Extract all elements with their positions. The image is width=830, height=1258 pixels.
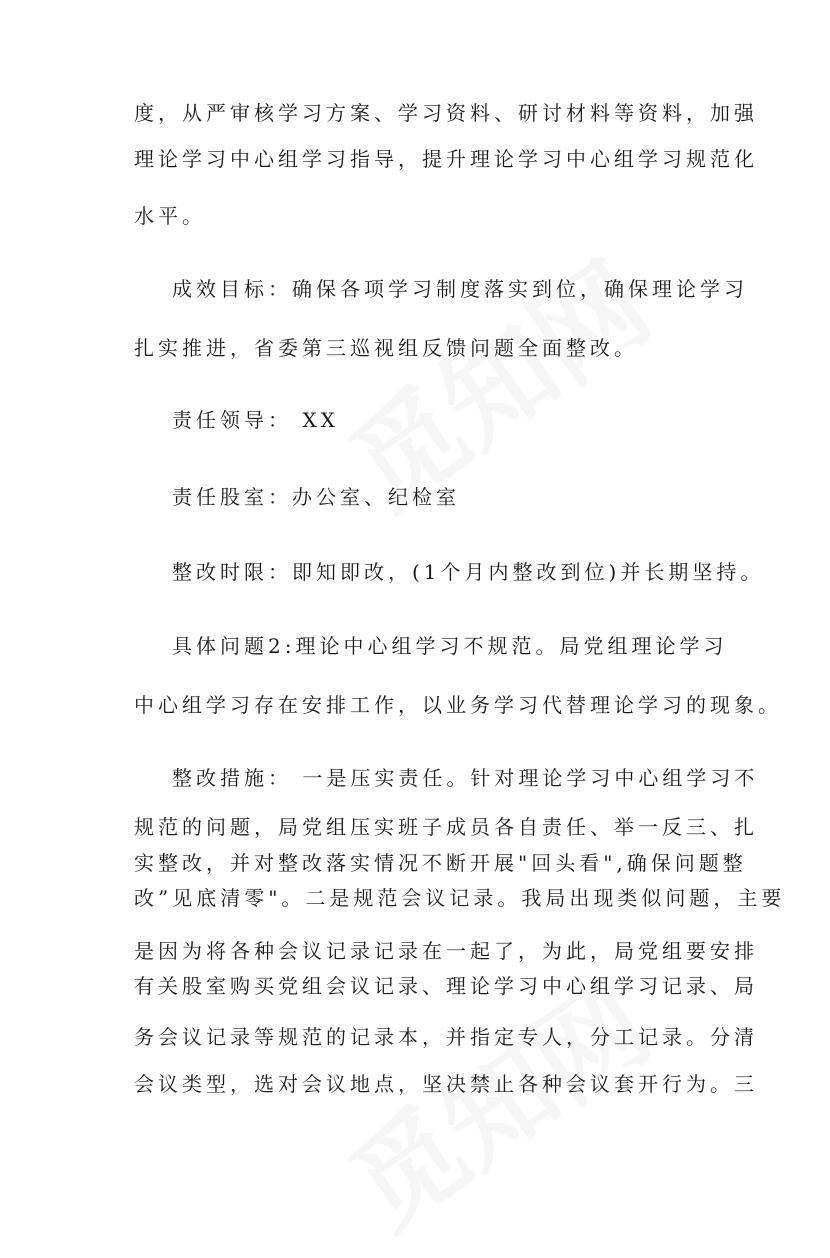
paragraph-7-line-7: 务会议记录等规范的记录本，并指定专人，分工记录。分清 xyxy=(134,1025,758,1049)
paragraph-7-line-3: 实整改，并对整改落实情况不断开展"回头看",确保问题整 xyxy=(134,851,747,875)
paragraph-1-line-2: 理论学习中心组学习指导，提升理论学习中心组学习规范化 xyxy=(134,147,758,171)
paragraph-7-line-5: 是因为将各种会议记录记录在一起了，为此，局党组要安排 xyxy=(134,939,758,963)
paragraph-7-line-2: 规范的问题，局党组压实班子成员各自责任、举一反三、扎 xyxy=(134,815,758,839)
paragraph-7-line-8: 会议类型，选对会议地点，坚决禁止各种会议套开行为。三 xyxy=(134,1072,758,1096)
paragraph-2-line-1: 成效目标：确保各项学习制度落实到位，确保理论学习 xyxy=(172,277,748,301)
paragraph-7-line-1: 整改措施： 一是压实责任。针对理论学习中心组学习不 xyxy=(172,766,759,790)
responsible-leader: 责任领导： XX xyxy=(172,408,339,432)
paragraph-6-line-1: 具体问题2:理论中心组学习不规范。局党组理论学习 xyxy=(172,634,728,658)
paragraph-6-line-2: 中心组学习存在安排工作，以业务学习代替理论学习的现象。 xyxy=(134,693,782,717)
rectification-deadline: 整改时限：即知即改，(1个月内整改到位)并长期坚持。 xyxy=(172,560,765,584)
paragraph-7-line-6: 有关股室购买党组会议记录、理论学习中心组学习记录、局 xyxy=(134,974,758,998)
paragraph-2-line-2: 扎实推进，省委第三巡视组反馈问题全面整改。 xyxy=(134,336,638,360)
paragraph-1-line-1: 度，从严审核学习方案、学习资料、研讨材料等资料，加强 xyxy=(134,101,758,125)
paragraph-1-line-3: 水平。 xyxy=(134,204,206,228)
responsible-office: 责任股室：办公室、纪检室 xyxy=(172,485,460,509)
paragraph-7-line-4: 改”见底清零"。二是规范会议记录。我局出现类似问题，主要 xyxy=(134,886,786,910)
